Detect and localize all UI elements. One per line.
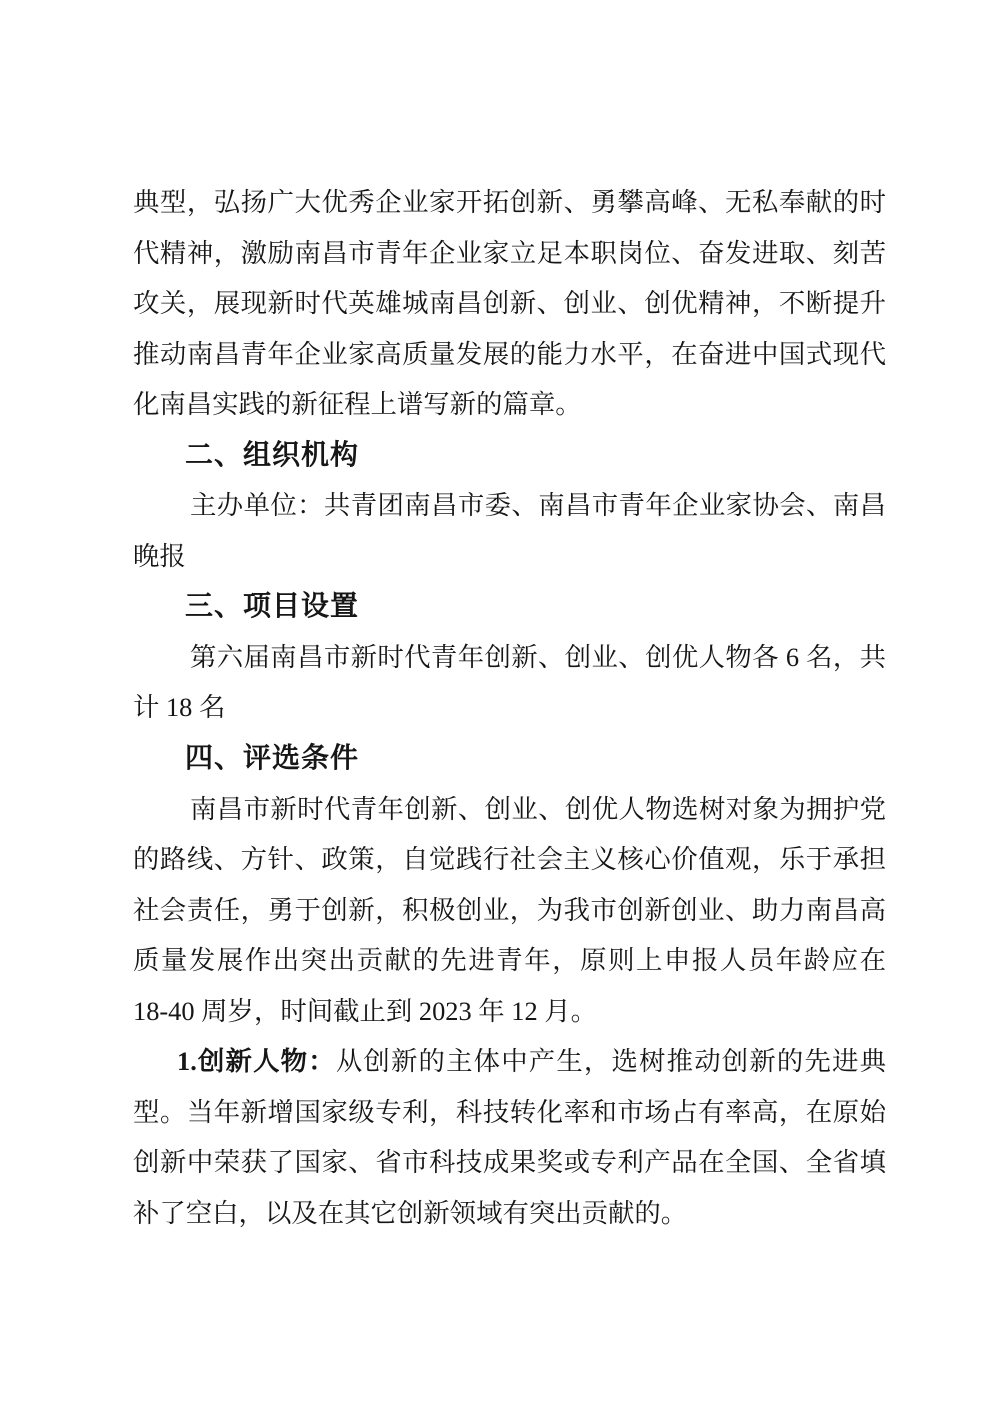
text-line: 主办单位：共青团南昌市委、南昌市青年企业家协会、南昌 xyxy=(190,490,886,521)
text-line: 补了空白，以及在其它创新领域有突出贡献的。 xyxy=(133,1197,688,1228)
text-line: 推动南昌青年企业家高质量发展的能力水平，在奋进中国式现代 xyxy=(133,338,886,369)
text-line: 创新中荣获了国家、省市科技成果奖或专利产品在全国、全省填 xyxy=(133,1147,886,1178)
section-heading: 二、组织机构 xyxy=(185,438,360,470)
document-body xyxy=(133,177,886,1238)
text-line: 的路线、方针、政策，自觉践行社会主义核心价值观，乐于承担 xyxy=(133,844,886,875)
text-line: 晚报 xyxy=(133,540,186,571)
text-line: 攻关，展现新时代英雄城南昌创新、创业、创优精神，不断提升 xyxy=(133,288,886,319)
text-line: 南昌市新时代青年创新、创业、创优人物选树对象为拥护党 xyxy=(190,793,886,824)
section-heading: 四、评选条件 xyxy=(185,742,360,774)
text-line: 质量发展作出突出贡献的先进青年，原则上申报人员年龄应在 xyxy=(133,945,886,976)
text-line: 社会责任，勇于创新，积极创业，为我市创新创业、助力南昌高 xyxy=(133,894,886,925)
text-line: 型。当年新增国家级专利，科技转化率和市场占有率高，在原始 xyxy=(133,1096,886,1127)
text-line: 典型，弘扬广大优秀企业家开拓创新、勇攀高峰、无私奉献的时 xyxy=(133,187,886,217)
text-line xyxy=(133,1036,886,1087)
text-line: 计 18 名 xyxy=(133,692,226,723)
text-line: 代精神，激励南昌市青年企业家立足本职岗位、奋发进取、刻苦 xyxy=(133,237,886,268)
section-heading: 三、项目设置 xyxy=(185,590,360,622)
text-run: 从创新的主体中产生，选树推动创新的先进典 xyxy=(335,1046,886,1077)
bold-text-run: 1.创新人物： xyxy=(177,1046,336,1077)
text-line: 第六届南昌市新时代青年创新、创业、创优人物各 6 名，共 xyxy=(190,641,886,672)
text-line: 18-40 周岁，时间截止到 2023 年 12 月。 xyxy=(133,995,598,1026)
text-line: 化南昌实践的新征程上谱写新的篇章。 xyxy=(133,389,582,420)
